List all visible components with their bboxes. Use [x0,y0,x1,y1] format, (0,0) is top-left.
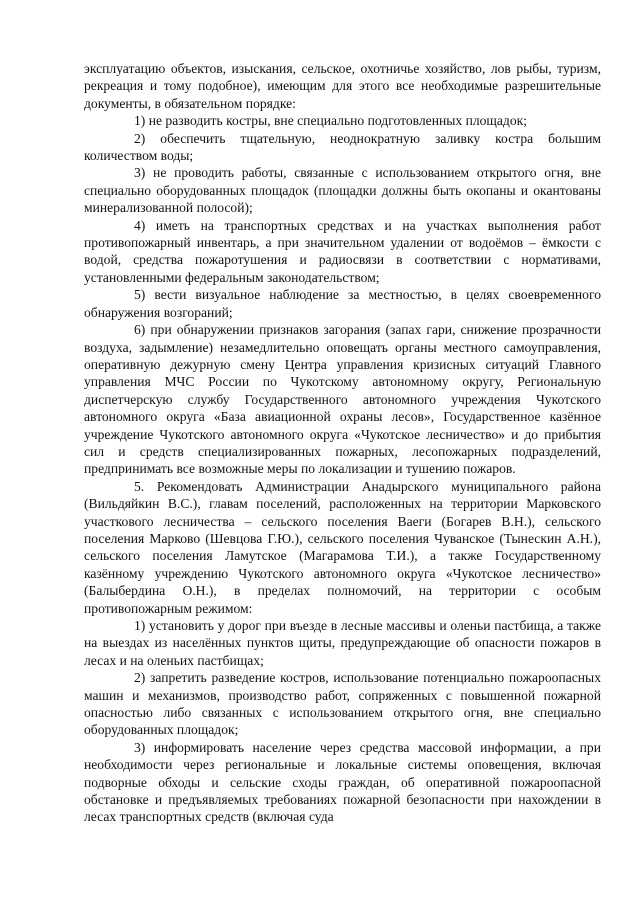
list-item: 5) вести визуальное наблюдение за местностью, в целях своевременного обнаружения возгораний; [84,287,601,320]
list-item: 3) информировать население через средства массовой информации, а при необходимости через региональные и локальные системы оповещения, включая подворные обходы и сельские сходы граждан, об оперативной пожароопасной обстановке и предъявляемых требованиях пожарной безопасности при нахождении в лесах транспортных средств (включая суда [84,739,601,825]
list-item: 2) обеспечить тщательную, неоднократную заливку костра большим количеством воды; [84,130,601,164]
paragraph: эксплуатацию объектов, изыскания, сельское, охотничье хозяйство, лов рыбы, туризм, рекреация и тому подобное), имеющим для этого все необходимые разрешительные документы, в обязательном порядке: [84,61,601,111]
list-item: 6) при обнаружении признаков загорания (запах гари, снижение прозрачности воздуха, задымление) незамедлительно оповещать органы местного самоуправления, оперативную дежурную смену Центра управления кризисных ситуаций Главного управления МЧС России по Чукотскому автономному округу, Региональную диспетчерскую службу Государственного автономного учреждения Чукотского автономного округа «База авиационной охраны лесов», Государственное казённое учреждение Чукотского автономного округа «Чукотское лесничество» и до прибытия сил и средств специализированных пожарных, лесопожарных подразделений, предпринимать все возможные меры по локализации и тушению пожаров. [84,322,601,477]
list-item: 1) не разводить костры, вне специально подготовленных площадок; [134,113,528,129]
list-item: 1) установить у дорог при въезде в лесные массивы и оленьи пастбища, а также на выездах из населённых пунктов щиты, предупреждающие об опасности пожаров в лесах и на оленьих пастбищах; [84,618,601,668]
list-item: 2) запретить разведение костров, использование потенциально пожароопасных машин и механизмов, производство работ, сопряженных с повышенной пожарной опасностью либо связанных с использованием открытого огня, вне специально оборудованных площадок; [84,670,601,738]
list-item: 3) не проводить работы, связанные с использованием открытого огня, вне специально оборудованных площадок (площадки должны быть окопаны и окантованы минерализованной полосой); [84,165,601,216]
paragraph: 5. Рекомендовать Администрации Анадырского муниципального района (Вильдяйкин В.С.), главам поселений, расположенных на территории Марковского участкового лесничества – сельского поселения Ваеги (Богарев В.Н.), сельского поселения Марково (Шевцова Г.Ю.), сельского поселения Чуванское (Тынескин А.Н.), сельского поселения Ламутское (Магарамова Т.И.), а также Государственному казённому учреждению Чукотского автономного округа «Чукотское лесничество» (Балыбердина О.Н.), в пределах полномочий, на территории с особым противопожарным режимом: [84,478,601,616]
list-item: 4) иметь на транспортных средствах и на участках выполнения работ противопожарный инвентарь, а при значительном удалении от водоёмов – ёмкости с водой, средства пожаротушения и радиосвязи в соответствии с нормативами, установленными федеральным законодательством; [84,217,601,285]
